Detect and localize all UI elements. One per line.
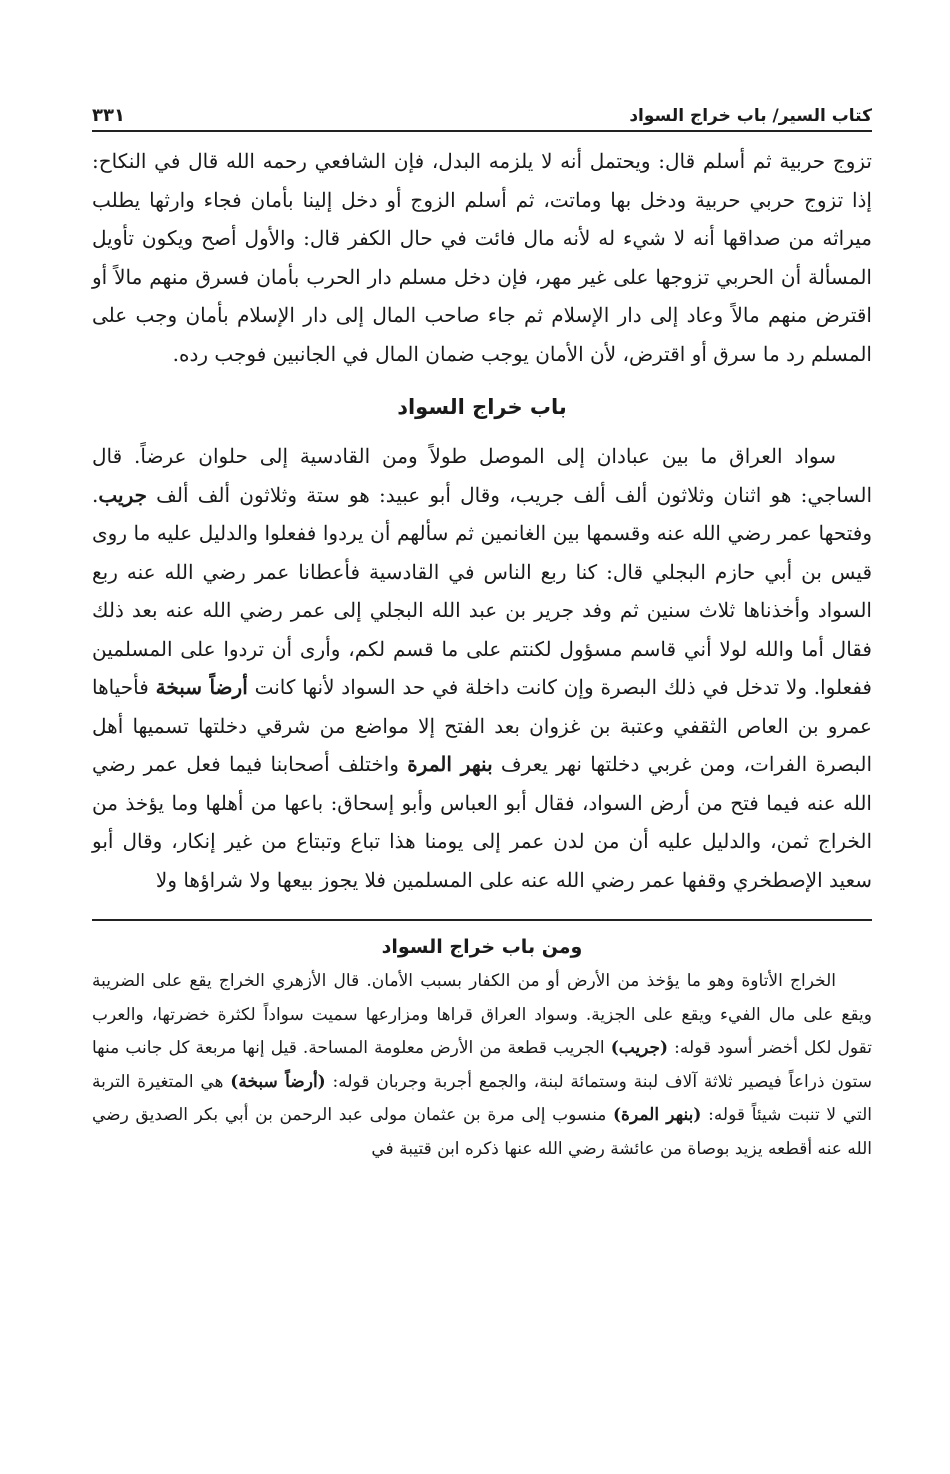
text-run: سواد العراق ما بين عبادان إلى الموصل طولاً ومن القادسية إلى حلوان عرضاً. قال الساجي: هو اثنان وثلاثون ألف ألف جريب، وقال أبو عبيد: هو ستة وثلاثون ألف ألف xyxy=(92,444,872,507)
text-run: فأحياها عمرو بن العاص الثقفي وعتبة بن غزوان بعد الفتح إلا مواضع من شرقي دخلتها تسميها أهل البصرة الفرات، ومن غربي دخلتها نهر يعرف xyxy=(92,675,872,776)
footnote-text xyxy=(92,965,872,1166)
bold-term-nahr-almurra: (بنهر المرة) xyxy=(613,1105,702,1125)
bold-term-nahr-almurra: بنهر المرة xyxy=(407,752,493,776)
footnote-heading: ومن باب خراج السواد xyxy=(381,936,583,958)
text-run: الجريب قطعة من الأرض معلومة المساحة. قيل إنها مربعة كل جانب منها ستون ذراعاً فيصير ثلاثة آلاف لبنة وستمائة لبنة، والجمع أجربة وجربان قوله: xyxy=(92,1038,872,1092)
main-text xyxy=(92,142,872,899)
running-header xyxy=(92,88,872,132)
footnote-separator xyxy=(92,919,872,921)
document-page xyxy=(92,88,872,1448)
footnote-paragraph xyxy=(92,965,872,1166)
bold-term-jarib: جريب xyxy=(98,482,147,507)
bold-term-jarib: (جريب) xyxy=(610,1038,669,1058)
bold-term-ard-sabkha: (أرضاً سبخة) xyxy=(230,1071,326,1092)
text-run: الخراج الأتاوة وهو ما يؤخذ من الأرض أو من الكفار بسبب الأمان. قال الأزهري الخراج يقع على الضريبة ويقع على مال الفيء ويقع على الجزية. وسواد العراق قراها ومزارعها سميت سواداً لكثرة خضرتها، والعرب تقول لكل أخضر أسود قوله: xyxy=(92,971,872,1058)
text-run: . وفتحها عمر رضي الله عنه وقسمها بين الغانمين ثم سألهم أن يردوا ففعلوا والدليل عليه ما روى قيس بن أبي حازم البجلي قال: كنا ربع الناس في القادسية فأعطانا عمر رضي الله عنه ربع السواد وأخذناها ثلاث سنين ثم وفد جرير بن عبد الله البجلي إلى عمر رضي الله عنه بعد ذلك فقال أما والله لولا أني قاسم مسؤول لكنتم على ما قسم لكم، وأرى أن تردوا على المسلمين ففعلوا. ولا تدخل في ذلك البصرة وإن كانت داخلة في حد السواد لأنها كانت xyxy=(92,482,872,699)
running-title: كتاب السير/ باب خراج السواد xyxy=(629,106,872,126)
text-run: منسوب إلى مرة بن عثمان مولى عبد الرحمن بن أبي بكر الصديق رضي الله عنه أقطعه يزيد بوصاة من عائشة رضي الله عنها ذكره ابن قتيبة في xyxy=(92,1105,872,1159)
section-heading: باب خراج السواد xyxy=(397,395,567,419)
text-run: واختلف أصحابنا فيما فعل عمر رضي الله عنه فيما فتح من أرض السواد، فقال أبو العباس وأبو إسحاق: باعها من أهلها وما يؤخذ من الخراج ثمن، والدليل عليه أن من لدن عمر إلى يومنا هذا تباع وتبتاع من غير إنكار، وقال أبو سعيد الإصطخري وقفها عمر رضي الله عنه على المسلمين فلا يجوز بيعها ولا شراؤها ولا xyxy=(92,752,872,892)
text-run: هي المتغيرة التربة التي لا تنبت شيئاً قوله: xyxy=(92,1071,873,1125)
intro-paragraph: تزوج حربية ثم أسلم قال: ويحتمل أنه لا يلزمه البدل، فإن الشافعي رحمه الله قال في النكاح: إذا تزوج حربي حربية ودخل بها وماتت، ثم أسلم الزوج أو دخل إلينا بأمان فجاء وارثها يطلب ميراثه من صداقها أنه لا شيء له لأنه مال فائت في حال الكفر قال: والأول أصح ويكون تأويل المسألة أن الحربي تزوجها على غير مهر، فإن دخل مسلم دار الحرب بأمان فسرق منهم مالاً أو اقترض منهم مالاً وعاد إلى دار الإسلام ثم جاء صاحب المال إلى دار الإسلام بأمان وجب على المسلم رد ما سرق أو اقترض، لأن الأمان يوجب ضمان المال في الجانبين فوجب رده. xyxy=(92,149,872,366)
page-number: ٣٣١ xyxy=(92,105,125,126)
section-paragraph xyxy=(92,437,872,899)
bold-term-ard-sabkha: أرضاً سبخة xyxy=(155,675,248,699)
